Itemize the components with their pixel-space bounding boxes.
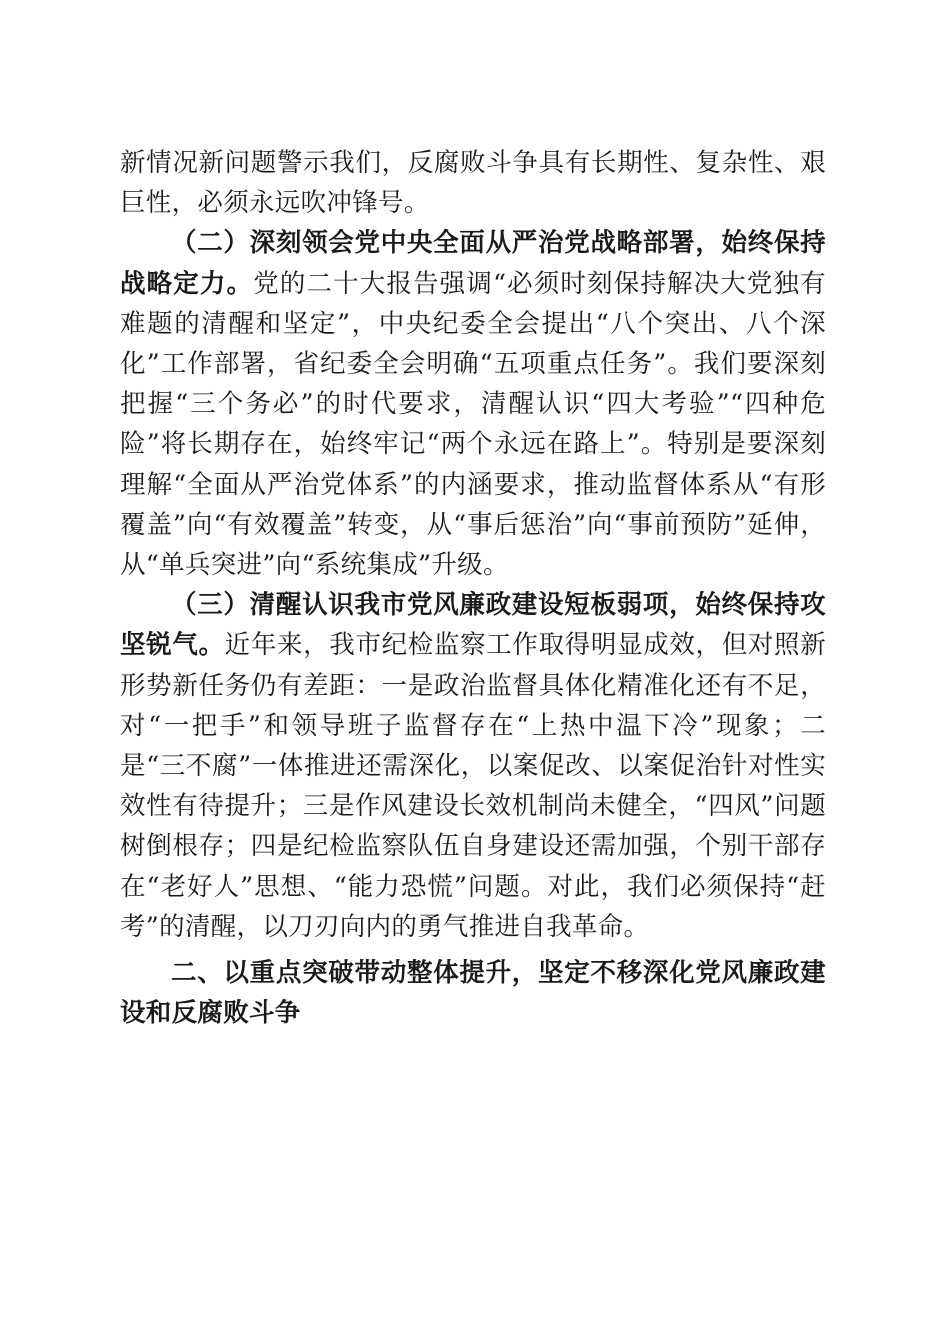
section-2-body: 党的二十大报告强调“必须时刻保持解决大党独有难题的清醒和坚定”，中央纪委全会提出“八个突出、八个深化”工作部署，省纪委全会明确“五项重点任务”。我们要深刻把握“三个务必”的时代要求，清醒认识“四大考验”“四种危险”将长期存在，始终牢记“两个永远在路上”。特别是要深刻理解“全面从严治党体系”的内涵要求，推动监督体系从“有形覆盖”向“有效覆盖”转变，从“事后惩治”向“事前预防”延伸，从“单兵突进”向“系统集成”升级。 (120, 268, 826, 581)
section-2-title: （二）深刻领会党中央全面从严治党战略部署，始终保持战略定力。 (120, 228, 826, 299)
heading-part-2: 二、以重点突破带动整体提升，坚定不移深化党风廉政建设和反腐败斗争 (120, 958, 826, 1029)
section-3-body: 近年来，我市纪检监察工作取得明显成效，但对照新形势新任务仍有差距：一是政治监督具体化精准化还有不足，对“一把手”和领导班子监督存在“上热中温下冷”现象；二是“三不腐”一体推进还需深化，以案促改、以案促治针对性实效性有待提升；三是作风建设长效机制尚未健全，“四风”问题树倒根存；四是纪检监察队伍自身建设还需加强，个别干部存在“老好人”思想、“能力恐慌”问题。对此，我们必须保持“赶考”的清醒，以刀刃向内的勇气推进自我革命。 (120, 630, 827, 942)
document-page (120, 143, 826, 1033)
paragraph-section-2 (120, 223, 826, 585)
paragraph-continuation: 新情况新问题警示我们，反腐败斗争具有长期性、复杂性、艰巨性，必须永远吹冲锋号。 (120, 148, 826, 219)
section-3-title: （三）清醒认识我市党风廉政建设短板弱项，始终保持攻坚锐气。 (120, 590, 826, 661)
paragraph-section-3 (120, 585, 826, 947)
